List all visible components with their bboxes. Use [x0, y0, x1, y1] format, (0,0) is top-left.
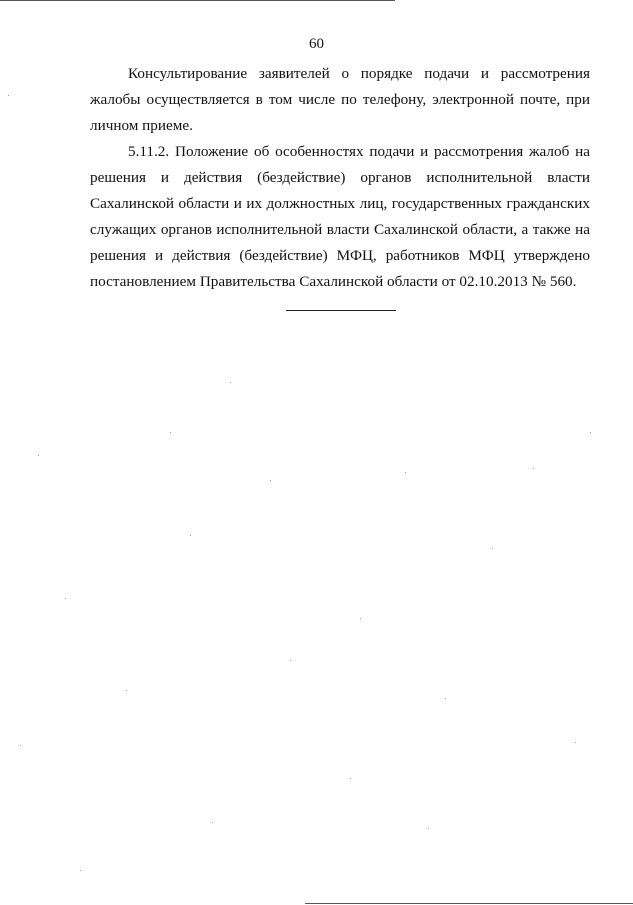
scan-speck — [212, 822, 213, 823]
scan-speck — [350, 778, 351, 779]
scan-speck — [428, 828, 429, 829]
scan-speck — [126, 690, 127, 691]
scan-speck — [492, 548, 493, 549]
scan-bottom-edge — [305, 903, 633, 904]
scan-speck — [405, 472, 406, 473]
scan-speck — [360, 618, 361, 619]
scan-speck — [20, 745, 21, 746]
scan-speck — [190, 535, 191, 536]
scan-speck — [8, 95, 9, 96]
scan-speck — [270, 480, 271, 481]
document-body — [90, 61, 590, 295]
page-number: 60 — [309, 36, 324, 52]
scan-speck — [290, 660, 291, 661]
scan-top-edge — [0, 0, 395, 1]
scan-speck — [445, 698, 446, 699]
end-separator-line — [286, 310, 396, 311]
scan-speck — [170, 432, 171, 433]
scan-speck — [230, 382, 231, 383]
scan-speck — [575, 742, 576, 743]
paragraph-5-11-2: 5.11.2. Положение об особенностях подачи и рассмотрения жалоб на решения и действия (бездействие) органов исполнительной власти Сахалинской области и их должностных лиц, государственных гражданских служащих органов исполнительной власти Сахалинской области, а также на решения и действия (бездействие) МФЦ, работников МФЦ утверждено постановлением Правительства Сахалинской области от 02.10.2013 № 560. — [90, 143, 590, 290]
scan-speck — [590, 432, 591, 433]
scan-speck — [38, 455, 39, 456]
scan-speck — [533, 468, 534, 469]
scan-speck — [65, 598, 66, 599]
scan-speck — [80, 870, 81, 871]
paragraph-consultation: Консультирование заявителей о порядке подачи и рассмотрения жалобы осуществляется в том числе по телефону, электронной почте, при личном приеме. — [90, 65, 590, 134]
